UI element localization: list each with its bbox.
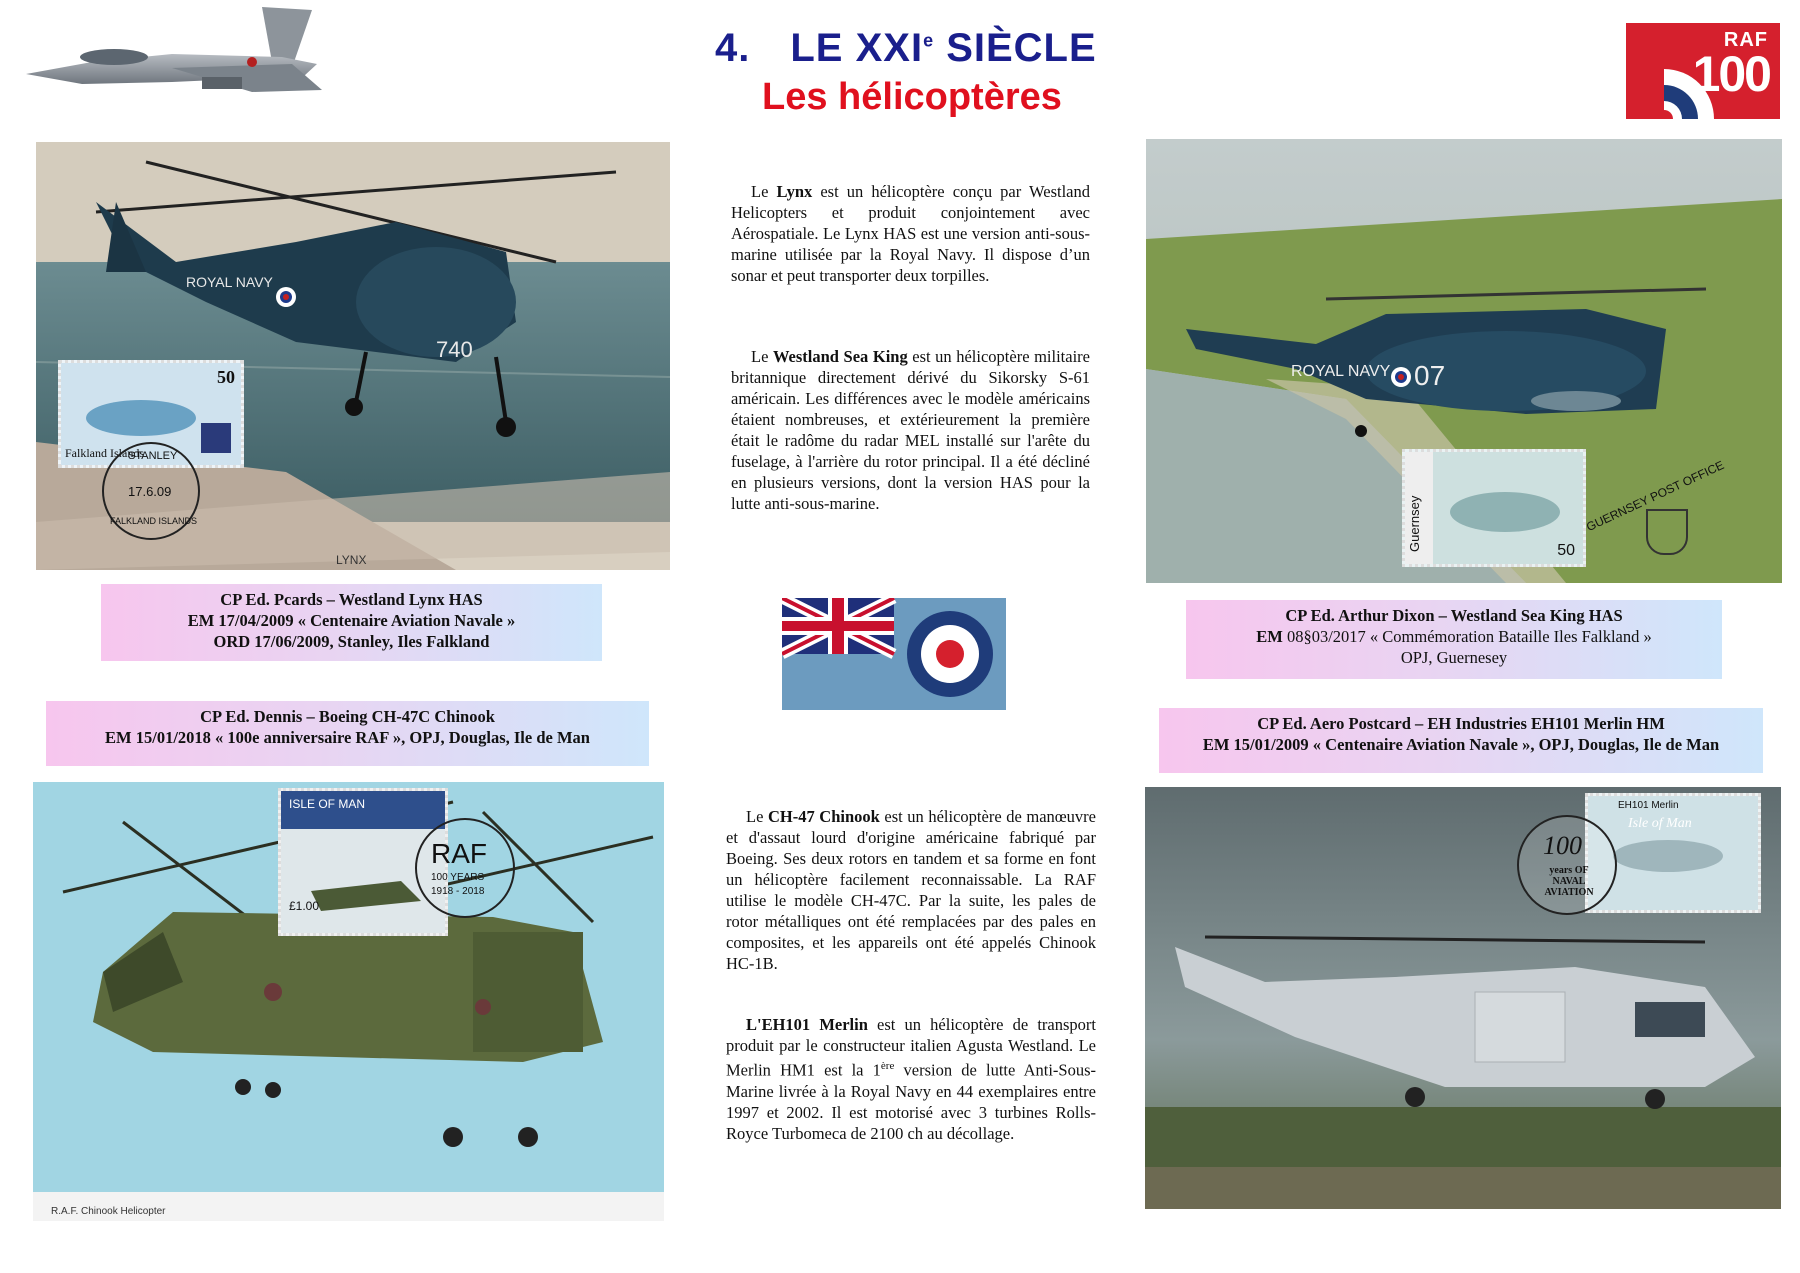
lynx-stamp-value: 50 bbox=[217, 367, 235, 387]
section-title bbox=[715, 26, 1097, 71]
lynx-postmark-town: STANLEY bbox=[128, 450, 178, 462]
merlin-caption-line2: EM 15/01/2009 « Centenaire Aviation Navale », OPJ, Douglas, Ile de Man bbox=[1202, 735, 1720, 754]
lynx-postmark-country: FALKLAND ISLANDS bbox=[110, 516, 198, 526]
chinook-desc-pre: Le bbox=[746, 807, 768, 826]
lynx-photo-label: LYNX bbox=[336, 553, 367, 567]
chinook-postmark-years: 100 YEARS bbox=[431, 872, 485, 883]
seaking-caption-line2: 08§03/2017 « Commémoration Bataille Iles Falkland » bbox=[1282, 627, 1652, 646]
raf-roundel-icon bbox=[907, 611, 993, 697]
chinook-stamp-value: £1.00 bbox=[289, 899, 320, 913]
section-subtitle: Les hélicoptères bbox=[762, 76, 1062, 118]
falklands-crest-icon bbox=[1646, 509, 1688, 555]
chinook-description bbox=[726, 806, 1096, 974]
chinook-caption-box bbox=[46, 701, 649, 766]
seaking-caption-em: EM bbox=[1256, 627, 1283, 646]
lynx-caption-box bbox=[101, 584, 602, 661]
logo-raf-text: RAF bbox=[1723, 29, 1768, 51]
merlin-postmark-100: 100 bbox=[1543, 831, 1582, 860]
merlin-caption-box bbox=[1159, 708, 1763, 773]
lynx-desc-body: est un hélicoptère conçu par Westland Helicopters et produit conjointement avec Aérospatiale. Le Lynx HAS est une version anti-sous-marine utilisée par la Royal Navy. Il dispose d’un sonar et peut transporter deux torpilles. bbox=[731, 182, 1090, 285]
merlin-desc-body1: est un hélicoptère de transport produit par le constructeur italien Agusta Westland. Le Merlin HM1 est la 1 bbox=[726, 1015, 1096, 1080]
lynx-fuselage-text: ROYAL NAVY bbox=[186, 274, 273, 290]
seaking-desc-body: est un hélicoptère militaire britannique directement dérivé du Sikorsky S-61 américain. Les différences avec le modèle américains étaient nombreuses, et extérieurement la première était le radôme du radar MEL installé sur l'arête du fuselage, à l'arrière du rotor principal. Il a été décliné en plusieurs versions, dont la version HAS pour la lutte anti-sous-marine. bbox=[731, 347, 1090, 513]
lynx-postmark-date: 17.6.09 bbox=[128, 484, 172, 499]
seaking-postmark bbox=[1576, 459, 1736, 569]
lynx-caption-line1: CP Ed. Pcards – Westland Lynx HAS bbox=[220, 590, 483, 609]
seaking-description bbox=[731, 346, 1090, 514]
chinook-maximum-card-photo bbox=[33, 782, 664, 1221]
lynx-stamp-country: Falkland Islands bbox=[65, 446, 144, 460]
chinook-stamp-country: ISLE OF MAN bbox=[289, 797, 366, 811]
merlin-caption-line1: CP Ed. Aero Postcard – EH Industries EH101 Merlin HM bbox=[1257, 714, 1665, 733]
raf100-logo bbox=[1626, 23, 1780, 119]
logo-100-text: 100 bbox=[1692, 46, 1770, 102]
seaking-postmark-text: GUERNSEY POST OFFICE bbox=[1584, 457, 1727, 535]
seaking-caption-line1: CP Ed. Arthur Dixon – Westland Sea King HAS bbox=[1285, 606, 1623, 625]
typhoon-jet-illustration bbox=[22, 2, 322, 102]
merlin-desc-body2: version de lutte Anti-Sous-Marine livrée à la Royal Navy en 44 exemplaires entre 1997 et 2002. Il est motorisé avec 3 turbines Rolls-Royce Turbomeca de 2100 ch au décollage. bbox=[726, 1060, 1096, 1143]
merlin-desc-sup: ère bbox=[880, 1060, 895, 1072]
raf-ensign-flag bbox=[782, 598, 1006, 710]
chinook-caption-line2: EM 15/01/2018 « 100e anniversaire RAF », OPJ, Douglas, Ile de Man bbox=[105, 728, 590, 747]
seaking-maximum-card-photo bbox=[1146, 139, 1782, 583]
lynx-caption-line2: EM 17/04/2009 « Centenaire Aviation Navale » bbox=[187, 611, 516, 630]
lynx-caption-line3: ORD 17/06/2009, Stanley, Iles Falkland bbox=[213, 632, 490, 651]
lynx-desc-name: Lynx bbox=[776, 182, 813, 201]
lynx-postmark bbox=[102, 442, 200, 540]
merlin-desc-name: L'EH101 Merlin bbox=[746, 1015, 868, 1034]
merlin-stamp-title: EH101 Merlin bbox=[1618, 800, 1679, 811]
chinook-postmark-dates: 1918 - 2018 bbox=[431, 886, 485, 897]
lynx-tail-number: 740 bbox=[436, 337, 473, 362]
chinook-photo-label: R.A.F. Chinook Helicopter bbox=[51, 1206, 166, 1217]
union-jack-icon bbox=[782, 598, 894, 654]
merlin-description bbox=[726, 1014, 1096, 1144]
lynx-maximum-card-photo bbox=[36, 142, 670, 570]
lynx-description bbox=[731, 181, 1090, 286]
seaking-caption-line3: OPJ, Guernesey bbox=[1400, 648, 1508, 667]
seaking-desc-name: Westland Sea King bbox=[772, 347, 908, 366]
seaking-fuselage-text: ROYAL NAVY bbox=[1291, 363, 1391, 380]
chinook-desc-name: CH-47 Chinook bbox=[767, 807, 880, 826]
seaking-desc-pre: Le bbox=[751, 347, 773, 366]
chinook-desc-body: est un hélicoptère de manœuvre et d'assaut lourd d'origine américaine fabriqué par Boeing. Ses deux rotors en tandem et sa forme en font un hélicoptère facilement reconnaissable. La RAF utilise le modèle CH-47C. Par la suite, les pales de rotor métalliques ont été remplacées par des pales en composites, et les appareils ont été appelés Chinook HC-1B. bbox=[726, 807, 1096, 973]
seaking-stamp bbox=[1402, 449, 1586, 567]
seaking-caption-box bbox=[1186, 600, 1722, 679]
merlin-stamp-country: Isle of Man bbox=[1628, 816, 1692, 831]
merlin-maximum-card-photo bbox=[1145, 787, 1781, 1209]
section-title-sup: e bbox=[923, 30, 935, 51]
chinook-postmark bbox=[415, 818, 515, 918]
section-title-end: SIÈCLE bbox=[934, 26, 1097, 70]
merlin-postmark-text: years OF NAVAL AVIATION bbox=[1544, 865, 1594, 898]
lynx-desc-pre: Le bbox=[751, 182, 777, 201]
merlin-postmark bbox=[1517, 815, 1617, 915]
section-title-main: LE XXI bbox=[790, 26, 924, 70]
seaking-stamp-value: 50 bbox=[1557, 542, 1575, 559]
seaking-stamp-country: Guernsey bbox=[1407, 495, 1422, 552]
chinook-caption-line1: CP Ed. Dennis – Boeing CH-47C Chinook bbox=[200, 707, 495, 726]
section-number: 4. bbox=[715, 26, 751, 70]
seaking-fuselage-number: 07 bbox=[1414, 360, 1446, 391]
chinook-postmark-raf: RAF bbox=[431, 838, 487, 869]
